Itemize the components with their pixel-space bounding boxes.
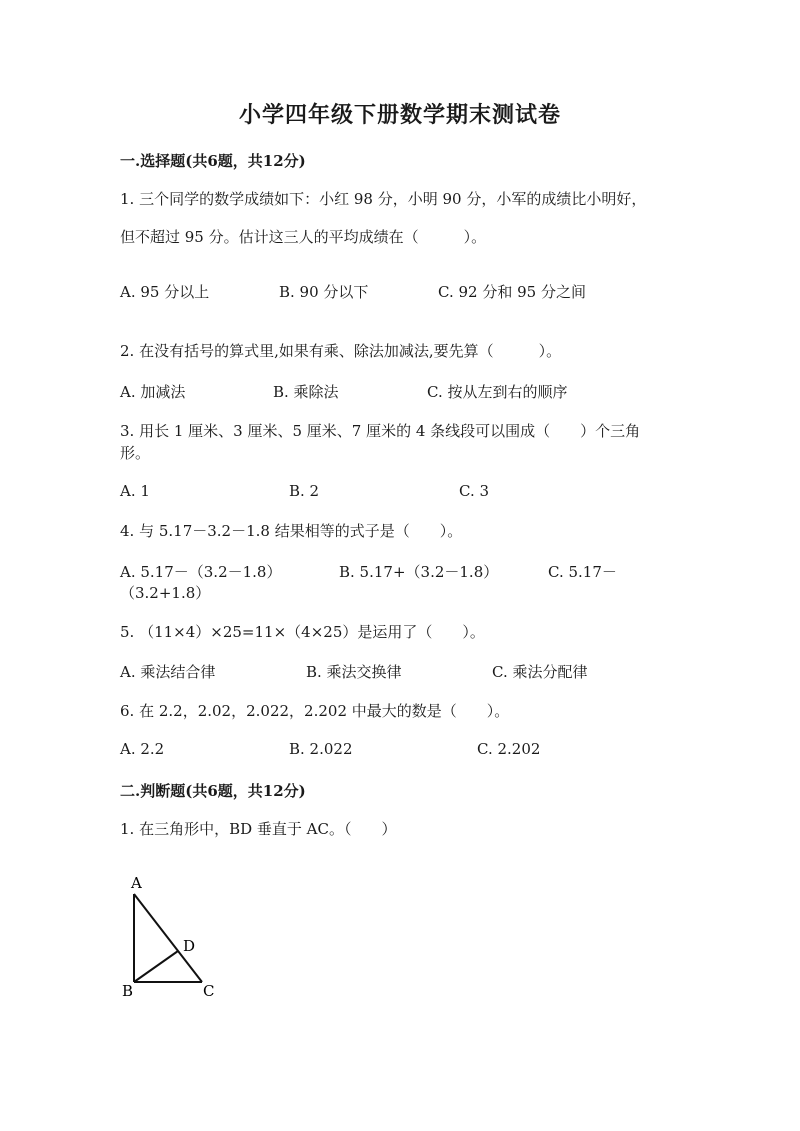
q1-option-b: B. 90 分以下 [279,283,369,301]
q2-option-c: C. 按从左到右的顺序 [427,383,568,401]
q1-option-a: A. 95 分以上 [120,283,210,301]
q3-option-a: A. 1 [120,482,150,500]
question-3 [120,420,680,464]
q5-option-c: C. 乘法分配律 [492,663,588,681]
q4-option-c-continued: （3.2+1.8） [120,584,211,602]
q4-option-a: A. 5.17－（3.2－1.8） [120,563,282,581]
q3-option-b: B. 2 [289,482,320,500]
q6-option-b: B. 2.022 [289,740,353,758]
segment-bd [134,951,178,982]
question-1-line-2: 但不超过 95 分。估计这三人的平均成绩在（ ）。 [120,228,487,246]
q1-option-c: C. 92 分和 95 分之间 [438,283,586,301]
question-5: 5. （11×4）×25=11×（4×25）是运用了（ ）。 [120,623,485,641]
section-1-heading: 一.选择题(共6题，共12分) [120,152,306,170]
question-2: 2. 在没有括号的算式里,如果有乘、除法加减法,要先算（ ）。 [120,342,562,360]
label-d: D [183,937,196,955]
q6-option-a: A. 2.2 [120,740,165,758]
question-6: 6. 在 2.2，2.02，2.022，2.202 中最大的数是（ ）。 [120,702,510,720]
page-title: 小学四年级下册数学期末测试卷 [238,102,561,128]
question-3-line-2: 形。 [120,444,151,462]
q5-option-a: A. 乘法结合律 [120,663,216,681]
triangle-figure [110,868,230,1008]
q4-option-c: C. 5.17－ [548,563,617,581]
label-a: A [131,874,142,892]
question-1-line-1: 1. 三个同学的数学成绩如下：小红 98 分，小明 90 分，小军的成绩比小明好， [120,190,647,208]
section-2-heading: 二.判断题(共6题，共12分) [120,782,306,800]
q3-option-c: C. 3 [459,482,490,500]
q2-option-a: A. 加减法 [120,383,186,401]
q2-option-b: B. 乘除法 [273,383,339,401]
q4-option-b: B. 5.17+（3.2－1.8） [339,563,499,581]
question-3-line-1: 3. 用长 1 厘米、3 厘米、5 厘米、7 厘米的 4 条线段可以围成（ ）个三角 [120,422,641,440]
q6-option-c: C. 2.202 [477,740,541,758]
q5-option-b: B. 乘法交换律 [306,663,402,681]
question-1 [120,188,680,248]
label-b: B [122,982,134,1000]
judgment-question-1: 1. 在三角形中，BD 垂直于 AC。（ ） [120,820,397,838]
label-c: C [203,982,215,1000]
question-4: 4. 与 5.17－3.2－1.8 结果相等的式子是（ ）。 [120,522,463,540]
